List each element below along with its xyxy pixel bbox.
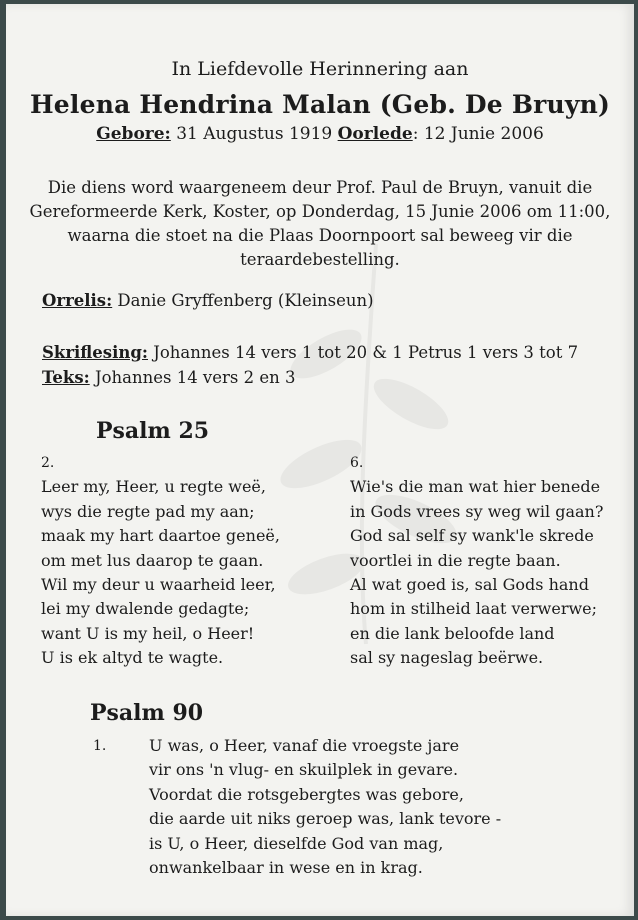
verse-line: is U, o Heer, dieselfde God van mag,: [149, 833, 444, 853]
service-details: [6, 176, 634, 272]
intro-text: In Liefdevolle Herinnering aan: [171, 58, 469, 80]
life-dates: [6, 124, 634, 144]
verse-line: lei my dwalende gedagte;: [41, 599, 250, 619]
verse-line: maak my hart daartoe geneë,: [41, 526, 280, 546]
verse-line: hom in stilheid laat verwerwe;: [350, 599, 598, 619]
verse-line: vir ons 'n vlug- en skuilplek in gevare.: [149, 760, 459, 780]
verse-line: want U is my heil, o Heer!: [41, 623, 255, 643]
verse-line: om met lus daarop te gaan.: [41, 550, 264, 570]
verse-line: die aarde uit niks geroep was, lank tevore -: [149, 809, 502, 829]
psalm-25-verse-2: [41, 451, 280, 671]
psalm-25-verse-6: [350, 451, 603, 671]
verse-line: wys die regte pad my aan;: [41, 501, 255, 521]
verse-line: Wie's die man wat hier benede: [350, 477, 601, 497]
service-line: waarna die stoet na die Plaas Doornpoort sal beweeg vir die: [67, 226, 573, 245]
memorial-page: [6, 4, 634, 916]
born-value: 31 Augustus 1919: [170, 124, 338, 144]
verse-line: U was, o Heer, vanaf die vroegste jare: [149, 736, 460, 755]
service-line: Die diens word waargeneem deur Prof. Paul de Bruyn, vanuit die: [47, 178, 593, 197]
deceased-name: Helena Hendrina Malan (Geb. De Bruyn): [29, 90, 611, 119]
verse-number: 2.: [41, 455, 55, 471]
died-value: : 12 Junie 2006: [412, 124, 544, 144]
verse-number: 6.: [350, 455, 364, 471]
verse-line: U is ek altyd te wagte.: [41, 648, 224, 668]
verse-line: Voordat die rotsgebergtes was gebore,: [149, 784, 464, 804]
service-line: teraardebestelling.: [240, 250, 400, 269]
verse-line: voortlei in die regte baan.: [350, 550, 561, 570]
born-label: Gebore:: [96, 124, 171, 144]
service-line: Gereformeerde Kerk, Koster, op Donderdag, 15 Junie 2006 om 11:00,: [29, 202, 611, 221]
psalm-90-verse-1: [149, 734, 501, 880]
organist-line: [42, 291, 374, 310]
psalm-90-title: Psalm 90: [90, 700, 204, 726]
verse-line: Wil my deur u waarheid leer,: [41, 575, 276, 595]
verse-line: onwankelbaar in wese en in krag.: [149, 858, 423, 878]
verse-line: in Gods vrees sy weg wil gaan?: [350, 501, 604, 521]
verse-line: Leer my, Heer, u regte weë,: [41, 477, 266, 497]
verse-line: Al wat goed is, sal Gods hand: [350, 575, 589, 595]
verse-line: en die lank beloofde land: [350, 623, 555, 643]
organist-label: Orrelis:: [42, 291, 113, 310]
scripture-value: Johannes 14 vers 1 tot 20 & 1 Petrus 1 vers 3 tot 7: [148, 343, 579, 362]
verse-line: sal sy nageslag beërwe.: [350, 648, 544, 668]
text-value: Johannes 14 vers 2 en 3: [89, 368, 296, 387]
text-line: [42, 368, 296, 387]
scripture-label: Skriflesing:: [42, 343, 148, 362]
verse-line: God sal self sy wank'le skrede: [350, 526, 594, 546]
organist-value: Danie Gryffenberg (Kleinseun): [112, 291, 374, 310]
scripture-reading-line: [42, 343, 578, 362]
died-label: Oorlede: [337, 124, 413, 144]
text-label: Teks:: [42, 368, 90, 387]
psalm-25-title: Psalm 25: [96, 418, 210, 444]
verse-number: 1.: [93, 738, 107, 754]
